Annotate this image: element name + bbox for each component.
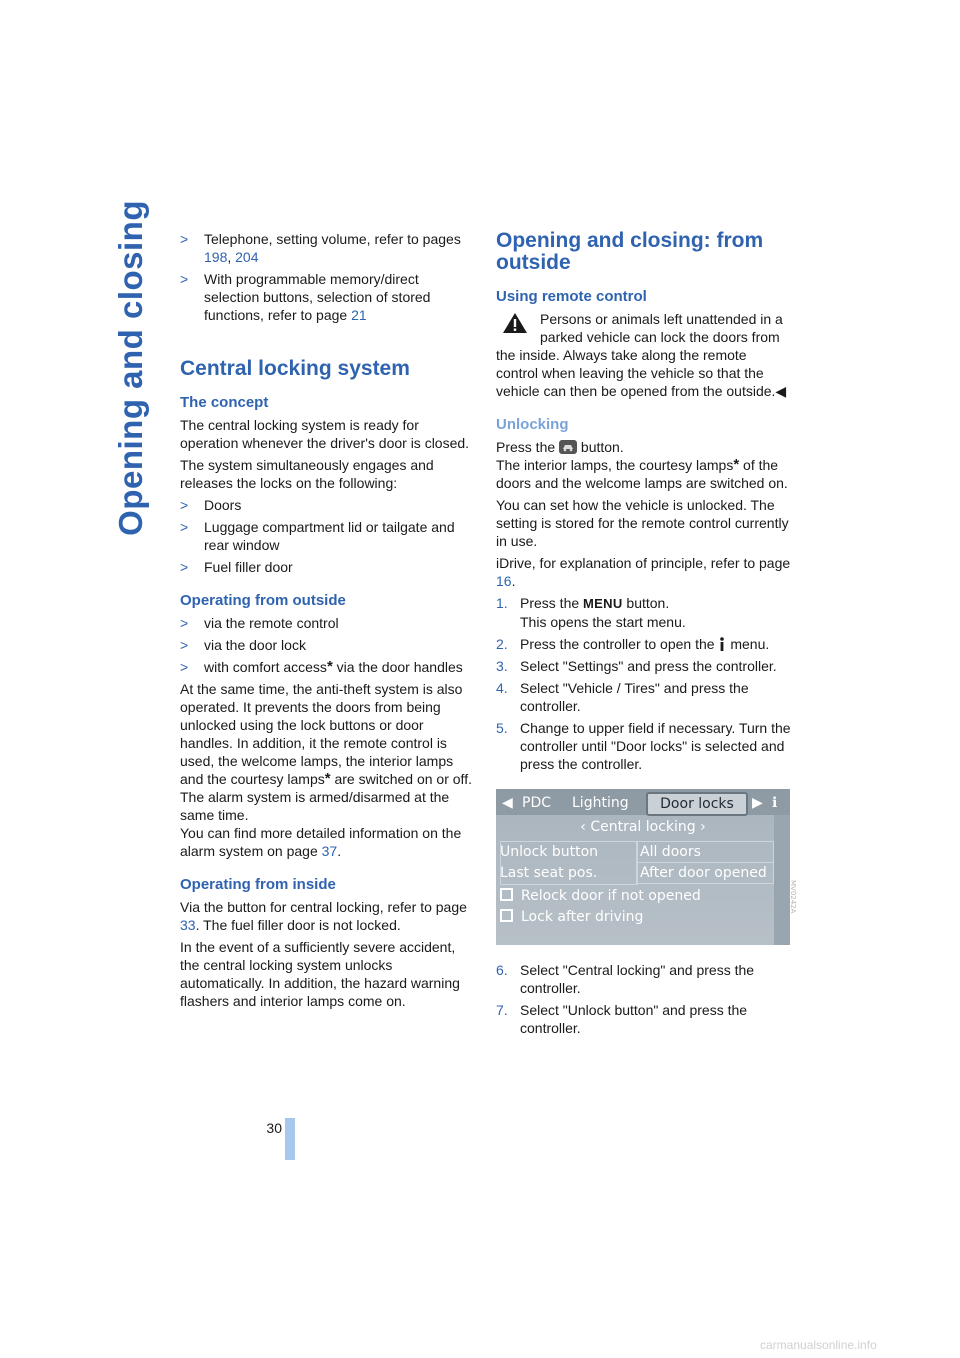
screen-submenu-title: ‹ Central locking › xyxy=(580,819,706,835)
screen-option-all-doors: All doors xyxy=(640,844,701,860)
tab-pdc: PDC xyxy=(522,795,551,811)
screen-checkbox-lock-after-driving: Lock after driving xyxy=(500,907,643,927)
idrive-screen-image xyxy=(496,789,790,945)
tab-lighting: Lighting xyxy=(572,795,629,811)
subsection-heading: Using remote control xyxy=(496,288,647,305)
list-item: > Doors xyxy=(180,497,242,513)
menu-button-label: MENU xyxy=(583,596,623,611)
section-heading: Opening and closing: from outside xyxy=(496,229,764,274)
left-column xyxy=(180,230,472,1014)
bullet-marker: > xyxy=(180,271,189,287)
watermark-footer: carmanualsonline.info xyxy=(760,1338,877,1352)
paragraph: You can set how the vehicle is unlocked. The setting is stored for the remote control currently in use. xyxy=(496,497,789,549)
subsection-heading: Operating from outside xyxy=(180,592,346,609)
list-item: > With programmable memory/direct selection buttons, selection of stored functions, refer to page 21 xyxy=(180,271,431,323)
page-ref-link[interactable]: 204 xyxy=(235,249,259,265)
paragraph: In the event of a sufficiently severe accident, the central locking system unlocks automatically. In addition, the hazard warning flashers and interior lamps come on. xyxy=(180,939,460,1009)
paragraph: The interior lamps, the courtesy lamps* of the doors and the welcome lamps are switched on. xyxy=(496,456,788,491)
paragraph: At the same time, the anti-theft system is also operated. It prevents the doors from being unlocked using the lock buttons or door handles. In addition, it the remote control is used, the welcome lamps, the interior lamps and the courtesy lamps* are switched on or off. The alarm system is armed/disarmed at the same time. You can find more detailed information on the alarm system on page 37. xyxy=(180,681,472,859)
list-item: > via the door lock xyxy=(180,637,306,653)
subsection-heading: Operating from inside xyxy=(180,876,336,893)
list-item: > Fuel filler door xyxy=(180,559,293,575)
list-item: 7. Select "Unlock button" and press the controller. xyxy=(496,1002,748,1036)
list-item: 3. Select "Settings" and press the controller. xyxy=(496,658,777,674)
optional-equipment-asterisk: * xyxy=(326,658,333,675)
list-item: > Telephone, setting volume, refer to pages 198, 204 xyxy=(180,231,461,265)
list-item: 6. Select "Central locking" and press the controller. xyxy=(496,962,755,996)
screen-checkbox-relock: Relock door if not opened xyxy=(500,886,701,906)
list-item: 2. Press the controller to open the menu. xyxy=(496,636,770,652)
right-column xyxy=(496,230,792,1041)
screen-option-last-seat: Last seat pos. xyxy=(500,865,598,881)
tab-door-locks: Door locks xyxy=(646,792,748,816)
screen-option-unlock-button: Unlock button xyxy=(500,844,599,860)
list-item: 5. Change to upper field if necessary. Turn the controller until "Door locks" is selected and press the controller. xyxy=(496,720,791,772)
side-chapter-title: Opening and closing xyxy=(112,200,149,536)
paragraph: The system simultaneously engages and releases the locks on the following: xyxy=(180,457,434,491)
image-code: MV0242A xyxy=(789,880,797,914)
info-icon: ℹ xyxy=(772,795,778,811)
page-number: 30 xyxy=(266,1120,282,1136)
list-item: 4. Select "Vehicle / Tires" and press the controller. xyxy=(496,680,749,714)
tab-right-arrow-icon: ▶ xyxy=(752,795,763,811)
paragraph: The central locking system is ready for operation whenever the driver's door is closed. xyxy=(180,417,470,451)
paragraph: iDrive, for explanation of principle, refer to page 16. xyxy=(496,555,791,589)
checkbox-icon xyxy=(500,888,513,901)
screen-option-after-door-opened: After door opened xyxy=(640,865,767,881)
page-ref-link[interactable]: 16 xyxy=(496,573,512,589)
warning-note: Persons or animals left unattended in a parked vehicle can lock the doors from the inside. Always take along the remote control when leaving the vehicle so that the vehicle can then be opened from the outside.◀ xyxy=(496,311,787,399)
list-item: > Luggage compartment lid or tailgate and rear window xyxy=(180,519,455,553)
bullet-marker: > xyxy=(180,231,189,247)
page-ref-link[interactable]: 198 xyxy=(204,249,228,265)
tab-left-arrow-icon: ◀ xyxy=(502,795,513,811)
list-item: 1. Press the MENU button. This opens the start menu. xyxy=(496,595,686,630)
section-heading: Central locking system xyxy=(180,357,410,380)
subsubsection-heading: Unlocking xyxy=(496,416,569,433)
warning-triangle-icon xyxy=(502,312,528,334)
page-ref-link[interactable]: 21 xyxy=(351,307,367,323)
checkbox-icon xyxy=(500,909,513,922)
list-item: > with comfort access* via the door handles xyxy=(180,658,463,675)
page-ref-link[interactable]: 33 xyxy=(180,917,196,933)
remote-unlock-button-icon xyxy=(559,440,577,454)
paragraph: Press the button. xyxy=(496,439,624,455)
page-tab-bar xyxy=(285,1118,295,1160)
page-ref-link[interactable]: 37 xyxy=(321,843,338,859)
paragraph: Via the button for central locking, refer to page 33. The fuel filler door is not locked. xyxy=(180,899,467,933)
list-item: > via the remote control xyxy=(180,615,339,631)
subsection-heading: The concept xyxy=(180,394,269,411)
